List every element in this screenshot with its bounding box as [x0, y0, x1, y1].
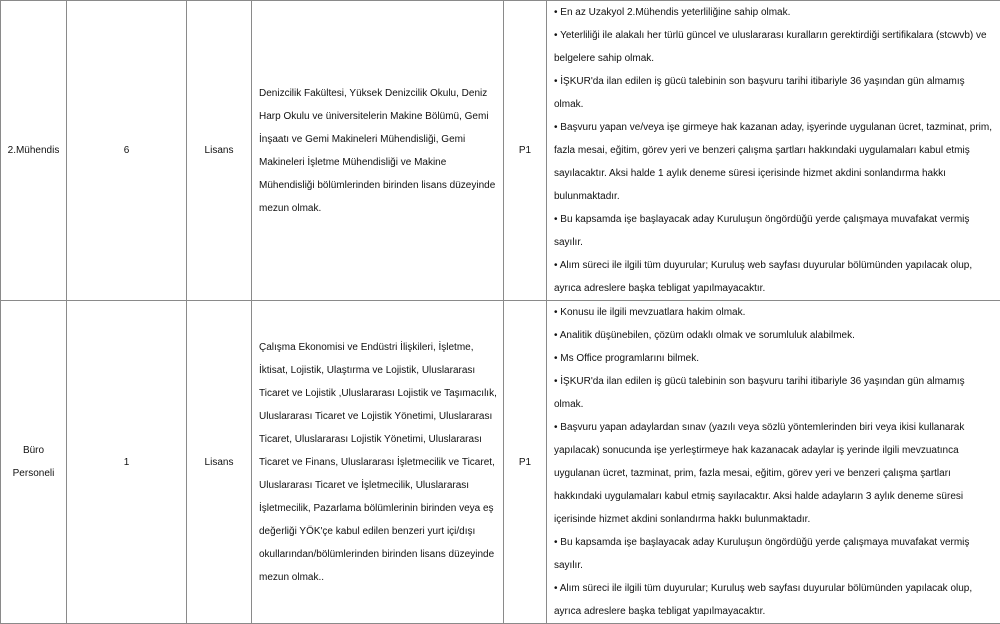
list-item: • En az Uzakyol 2.Mühendis yeterliliğine sahip olmak. — [554, 1, 994, 24]
education-text: Çalışma Ekonomisi ve Endüstri İlişkileri, İşletme, İktisat, Lojistik, Ulaştırma ve Lojistik, Uluslararası Ticaret ve Lojistik ,Uluslararası Lojistik ve Taşımacılık, Uluslararası Ticaret ve Lojistik Yönetimi, Uluslararası Ticaret, Uluslararası Lojistik Yönetimi, Uluslararası Ticaret ve Finans, Uluslararası İşletmecilik ve Ticaret, Uluslararası Ticaret ve İşletmecilik, Uluslararası İşletmecilik, Pazarlama bölümlerinin birinden veya eş değerliği YÖK'çe kabul edilen benzeri yurt içi/dışı okullarından/bölümlerinden birinden lisans düzeyinde mezun olmak.. — [259, 336, 497, 589]
list-item: • Alım süreci ile ilgili tüm duyurular; Kuruluş web sayfası duyurular bölümünden yapılacak olup, ayrıca adreslere başka tebligat yapılmayacaktır. — [554, 577, 994, 623]
count-cell: 6 — [67, 1, 187, 301]
list-item: • Bu kapsamda işe başlayacak aday Kuruluşun öngördüğü yerde çalışmaya muvafakat vermiş sayılır. — [554, 208, 994, 254]
code-cell: P1 — [504, 1, 547, 301]
requirements-list — [554, 301, 994, 623]
list-item: • Analitik düşünebilen, çözüm odaklı olmak ve sorumluluk alabilmek. — [554, 324, 994, 347]
education-text: Denizcilik Fakültesi, Yüksek Denizcilik Okulu, Deniz Harp Okulu ve üniversitelerin Makine Bölümü, Gemi İnşaatı ve Gemi Makineleri Mühendisliği, Gemi Makineleri İşletme Mühendisliği ve Makine Mühendisliği bölümlerinden birinden lisans düzeyinde mezun olmak. — [259, 82, 497, 220]
list-item: • Konusu ile ilgili mevzuatlara hakim olmak. — [554, 301, 994, 324]
requirements-list — [554, 1, 994, 300]
list-item: • İŞKUR'da ilan edilen iş gücü talebinin son başvuru tarihi itibariyle 36 yaşından gün almamış olmak. — [554, 370, 994, 416]
requirements-cell — [547, 1, 1000, 301]
list-item: • Bu kapsamda işe başlayacak aday Kuruluşun öngördüğü yerde çalışmaya muvafakat vermiş sayılır. — [554, 531, 994, 577]
position-cell: Büro Personeli — [1, 301, 67, 624]
list-item: • Başvuru yapan ve/veya işe girmeye hak kazanan aday, işyerinde uygulanan ücret, tazminat, prim, fazla mesai, eğitim, görev yeri ve benzeri çalışma şartları hakkındaki uygulamaları kabul etmiş sayılacaktır. Aksi halde 1 aylık deneme süresi içerisinde hizmet akdini sonlandırma hakkı bulunmaktadır. — [554, 116, 994, 208]
education-cell — [252, 1, 504, 301]
list-item: • Ms Office programlarını bilmek. — [554, 347, 994, 370]
list-item: • Yeterliliği ile alakalı her türlü güncel ve uluslararası kuralların gerektirdiği sertifikalara (stcwvb) ve belgelere sahip olmak. — [554, 24, 994, 70]
level-cell: Lisans — [187, 301, 252, 624]
list-item: • Alım süreci ile ilgili tüm duyurular; Kuruluş web sayfası duyurular bölümünden yapılacak olup, ayrıca adreslere başka tebligat yapılmayacaktır. — [554, 254, 994, 300]
position-cell: 2.Mühendis — [1, 1, 67, 301]
education-cell — [252, 301, 504, 624]
list-item: • Başvuru yapan adaylardan sınav (yazılı veya sözlü yöntemlerinden biri veya ikisi kullanarak yapılacak) sonucunda işe yerleştirmeye hak kazanacak adaylar iş yerinde ilgili mevzuatınca uygulanan ücret, tazminat, prim, fazla mesai, eğitim, görev yeri ve benzeri çalışma şartları hakkındaki uygulamaları kabul etmiş sayılacaktır. Aksi halde adayların 3 aylık deneme süresi içerisinde hizmet akdini sonlandırma hakkı bulunmaktadır. — [554, 416, 994, 531]
count-cell: 1 — [67, 301, 187, 624]
code-cell: P1 — [504, 301, 547, 624]
table-row — [1, 301, 1000, 624]
table-row — [1, 1, 1000, 301]
level-cell: Lisans — [187, 1, 252, 301]
requirements-cell — [547, 301, 1000, 624]
list-item: • İŞKUR'da ilan edilen iş gücü talebinin son başvuru tarihi itibariyle 36 yaşından gün almamış olmak. — [554, 70, 994, 116]
